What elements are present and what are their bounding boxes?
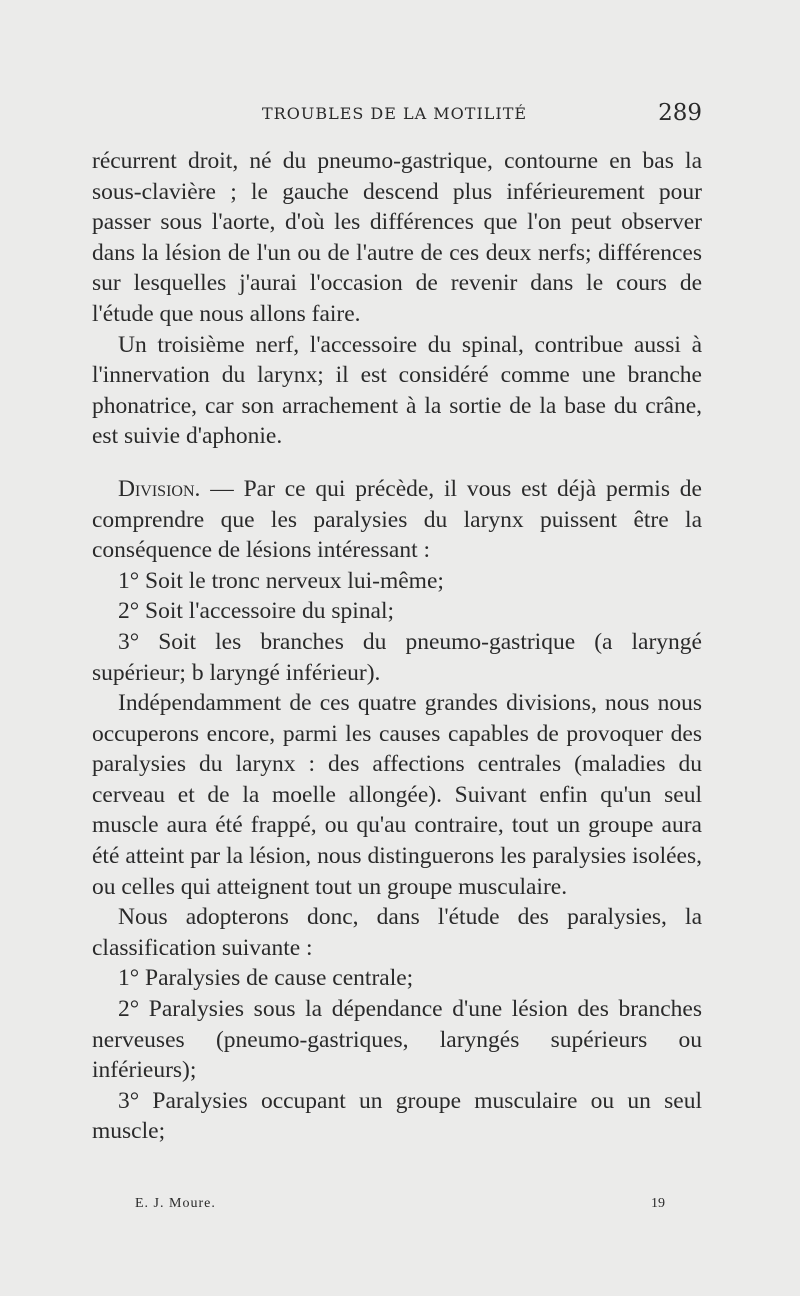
- list2-item-2: 2° Paralysies sous la dépendance d'une lésion des branches nerveuses (pneumo-gastriques, laryngés supérieurs ou inférieurs);: [92, 996, 702, 1084]
- page-header: [92, 100, 702, 132]
- running-title: TROUBLES DE LA MOTILITÉ: [262, 104, 528, 123]
- list1-item-1: 1° Soit le tronc nerveux lui-même;: [118, 567, 444, 594]
- page-footer: [135, 1196, 665, 1220]
- list1-item-2: 2° Soit l'accessoire du spinal;: [118, 598, 394, 625]
- paragraph-2: Un troisième nerf, l'accessoire du spinal, contribue aussi à l'innervation du larynx; il est considéré comme une branche phonatrice, car son arrachement à la sortie de la base du crâne, est suivie d'aphonie.: [92, 331, 702, 450]
- division-paragraph: [92, 474, 702, 566]
- paragraph-1: récurrent droit, né du pneumo-gastrique, contourne en bas la sous-clavière ; le gauche descend plus inférieurement pour passer sous l'aorte, d'où les différences que l'on peut observer dans la lésion de l'un ou de l'autre de ces deux nerfs; différences sur lesquelles j'aurai l'occasion de revenir dans le cours de l'étude que nous allons faire.: [92, 148, 702, 327]
- paragraph-5: Nous adopterons donc, dans l'étude des paralysies, la classification suivante :: [92, 904, 702, 961]
- division-text: — Par ce qui précède, il vous est déjà permis de comprendre que les paralysies du larynx puissent être la conséquence de lésions intéressant :: [92, 475, 702, 564]
- list2-item-1: 1° Paralysies de cause centrale;: [118, 965, 414, 992]
- paragraph-4: Indépendamment de ces quatre grandes divisions, nous nous occuperons encore, parmi les causes capables de provoquer des paralysies du larynx : des affections centrales (maladies du cerveau et de la moelle allongée). Suivant enfin qu'un seul muscle aura été frappé, ou qu'au contraire, tout un groupe aura été atteint par la lésion, nous distinguerons les paralysies isolées, ou celles qui atteignent tout un groupe musculaire.: [92, 690, 702, 900]
- list1-item-3: 3° Soit les branches du pneumo-gastrique (a laryngé supérieur; b laryngé inférieur).: [92, 628, 702, 686]
- division-heading: Division.: [118, 475, 201, 502]
- signature-mark: 19: [651, 1196, 665, 1211]
- page-number: 289: [658, 100, 702, 126]
- body-text: [92, 146, 702, 1147]
- list2-item-3: 3° Paralysies occupant un groupe musculaire ou un seul muscle;: [92, 1087, 702, 1145]
- signature: E. J. Moure.: [135, 1196, 216, 1211]
